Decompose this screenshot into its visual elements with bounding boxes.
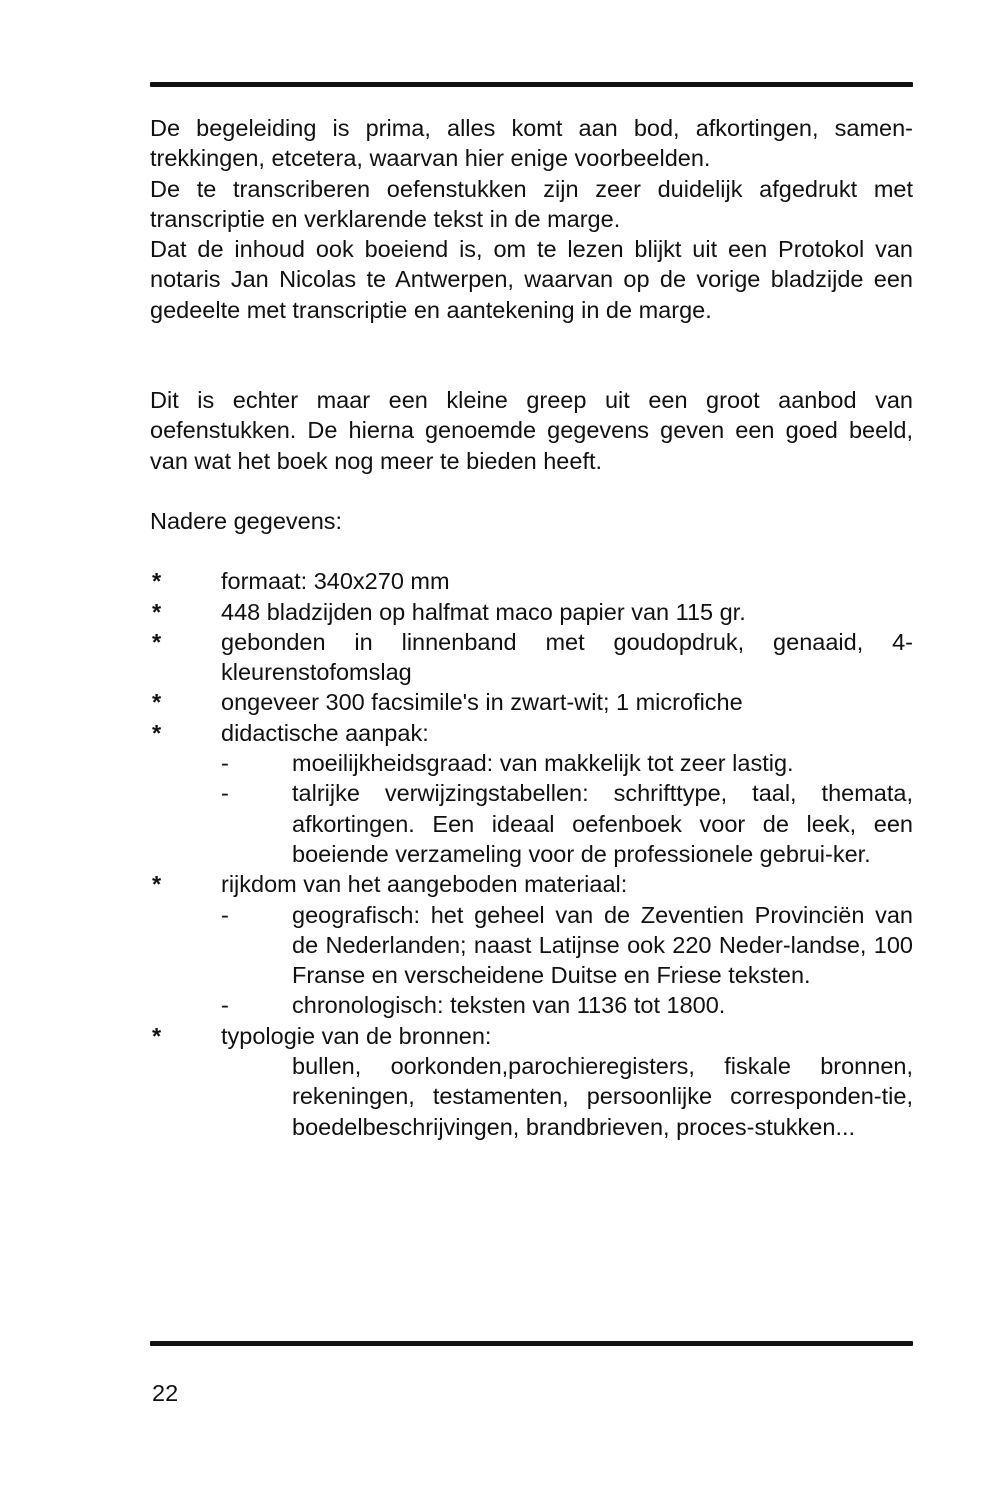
list-item-typology [150, 1021, 913, 1142]
sub-list-item-text: moeilijkheidsgraad: van makkelijk tot zeer lastig. [292, 750, 794, 777]
page-number: 22 [152, 1380, 179, 1406]
paragraph-guidance: De begeleiding is prima, alles komt aan bod, afkortingen, samen-trekkingen, etcetera, waarvan hier enige voorbeelden. [150, 115, 913, 172]
asterisk-bullet-icon: * [152, 719, 162, 746]
dash-bullet-icon: - [221, 780, 229, 807]
list-item-text: typologie van de bronnen: [221, 1022, 492, 1049]
details-list [150, 566, 913, 1142]
list-item-text: ongeveer 300 facsimile's in zwart-wit; 1 microfiche [221, 689, 743, 716]
paragraph-exercises: De te transcriberen oefenstukken zijn zeer duidelijk afgedrukt met transcriptie en verklarende tekst in de marge. [150, 175, 913, 232]
sub-list-item-tables [221, 778, 913, 869]
sub-list-item-geographic [221, 900, 913, 991]
top-rule [150, 82, 913, 87]
dash-bullet-icon: - [221, 992, 229, 1019]
asterisk-bullet-icon: * [152, 568, 162, 595]
list-item-text: formaat: 340x270 mm [221, 568, 450, 595]
list-item-format [150, 566, 913, 596]
sources-list-text: bullen, oorkonden,parochieregisters, fiskale bronnen, rekeningen, testamenten, persoonlijke corresponden-tie, boedelbeschrijvingen, brandbrieven, proces-stukken... [292, 1053, 913, 1140]
page-body [150, 113, 913, 1142]
list-item-text: didactische aanpak: [221, 719, 429, 746]
asterisk-bullet-icon: * [152, 1022, 162, 1049]
dash-bullet-icon: - [221, 901, 229, 928]
sub-list-item-text: chronologisch: teksten van 1136 tot 1800. [292, 992, 726, 1019]
asterisk-bullet-icon: * [152, 871, 162, 898]
list-item-pages [150, 597, 913, 627]
sub-list-item-text: talrijke verwijzingstabellen: schrifttype, taal, themata, afkortingen. Een ideaal oefenboek voor de leek, een boeiende verzameling voor de professionele gebrui-ker. [292, 780, 913, 867]
asterisk-bullet-icon: * [152, 689, 162, 716]
details-heading: Nadere gegevens: [150, 507, 343, 534]
asterisk-bullet-icon: * [152, 628, 162, 655]
dash-bullet-icon: - [221, 750, 229, 777]
list-item-didactics [150, 718, 913, 869]
paragraph-protokol: Dat de inhoud ook boeiend is, om te lezen blijkt uit een Protokol van notaris Jan Nicolas te Antwerpen, waarvan op de vorige bladzijde een gedeelte met transcriptie en aantekening in de marge. [150, 236, 913, 323]
list-item-text: rijkdom van het aangeboden materiaal: [221, 871, 628, 898]
bottom-rule [150, 1341, 913, 1346]
asterisk-bullet-icon: * [152, 598, 162, 625]
list-item-facsimiles [150, 687, 913, 717]
list-item-text: 448 bladzijden op halfmat maco papier van 115 gr. [221, 598, 746, 625]
sub-list-item-chronological [221, 990, 913, 1020]
sub-list [221, 900, 913, 1021]
list-item-richness [150, 869, 913, 1020]
sub-list [221, 748, 913, 869]
paragraph-offer: Dit is echter maar een kleine greep uit een groot aanbod van oefenstukken. De hierna genoemde gegevens geven een goed beeld, van wat het boek nog meer te bieden heeft. [150, 387, 913, 474]
list-item-binding [150, 627, 913, 688]
sub-list-item-text: geografisch: het geheel van de Zeventien Provinciën van de Nederlanden; naast Latijnse ook 220 Neder-landse, 100 Franse en verscheidene Duitse en Friese teksten. [292, 901, 913, 989]
sub-list-item-difficulty [221, 748, 913, 778]
list-item-text: gebonden in linnenband met goudopdruk, genaaid, 4-kleurenstofomslag [221, 628, 913, 686]
